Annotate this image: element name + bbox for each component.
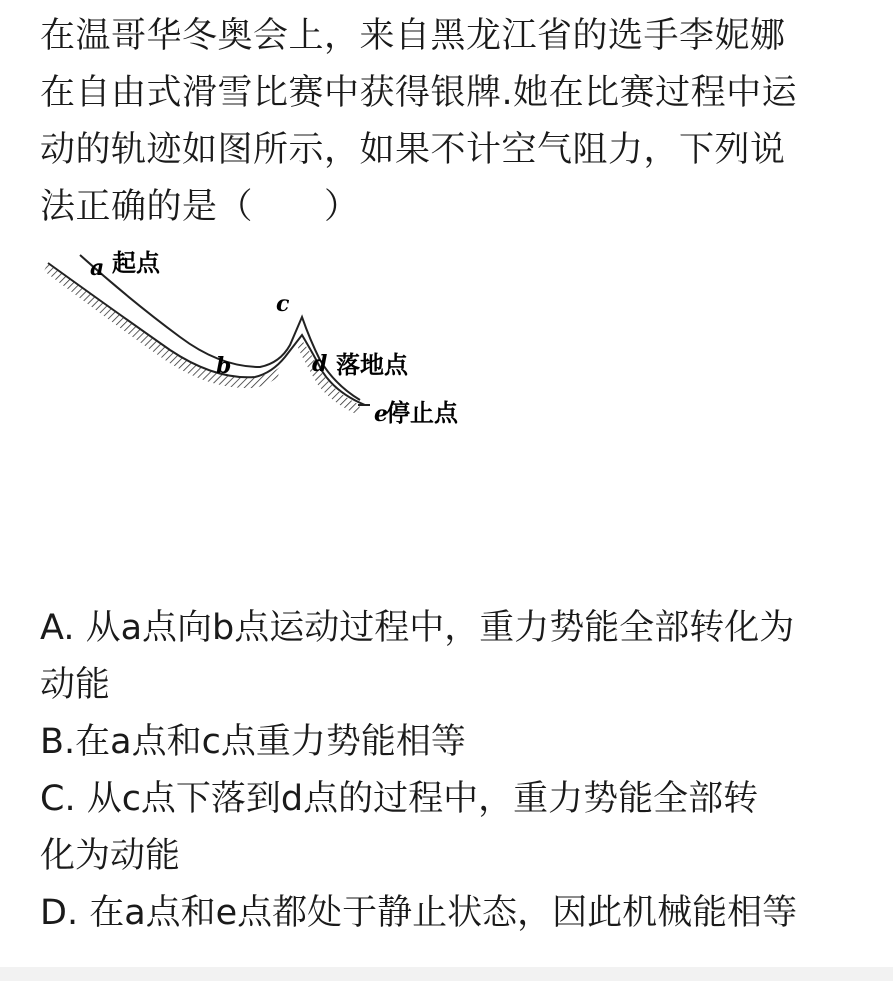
option-a: A. 从a点向b点运动过程中，重力势能全部转化为 <box>40 608 795 648</box>
point-c-label: c <box>276 291 290 317</box>
stop-label: 停止点 <box>386 398 458 427</box>
question-line: 动的轨迹如图所示，如果不计空气阻力，下列说 <box>40 130 786 170</box>
ski-trajectory-figure <box>40 245 480 445</box>
answer-options <box>40 600 870 942</box>
option-c-continued: 化为动能 <box>40 836 181 876</box>
point-a-label: a <box>90 255 105 281</box>
option-d: D. 在a点和e点都处于静止状态，因此机械能相等 <box>40 893 798 933</box>
landing-label: 落地点 <box>336 350 408 379</box>
question-text <box>40 8 860 236</box>
question-line: 在自由式滑雪比赛中获得银牌.她在比赛过程中运 <box>40 73 798 113</box>
point-d-label: d <box>312 351 328 377</box>
point-e-label: e <box>374 401 388 427</box>
bottom-bar <box>0 967 893 981</box>
question-line: 法正确的是（ ） <box>40 187 360 227</box>
option-c: C. 从c点下落到d点的过程中，重力势能全部转 <box>40 779 759 819</box>
option-b: B.在a点和c点重力势能相等 <box>40 722 466 762</box>
question-line: 在温哥华冬奥会上，来自黑龙江省的选手李妮娜 <box>40 16 786 56</box>
option-a-continued: 动能 <box>40 665 111 705</box>
trajectory-diagram <box>40 245 480 445</box>
start-label: 起点 <box>112 248 160 277</box>
ground-hatching <box>44 263 280 388</box>
point-b-label: b <box>216 353 232 379</box>
